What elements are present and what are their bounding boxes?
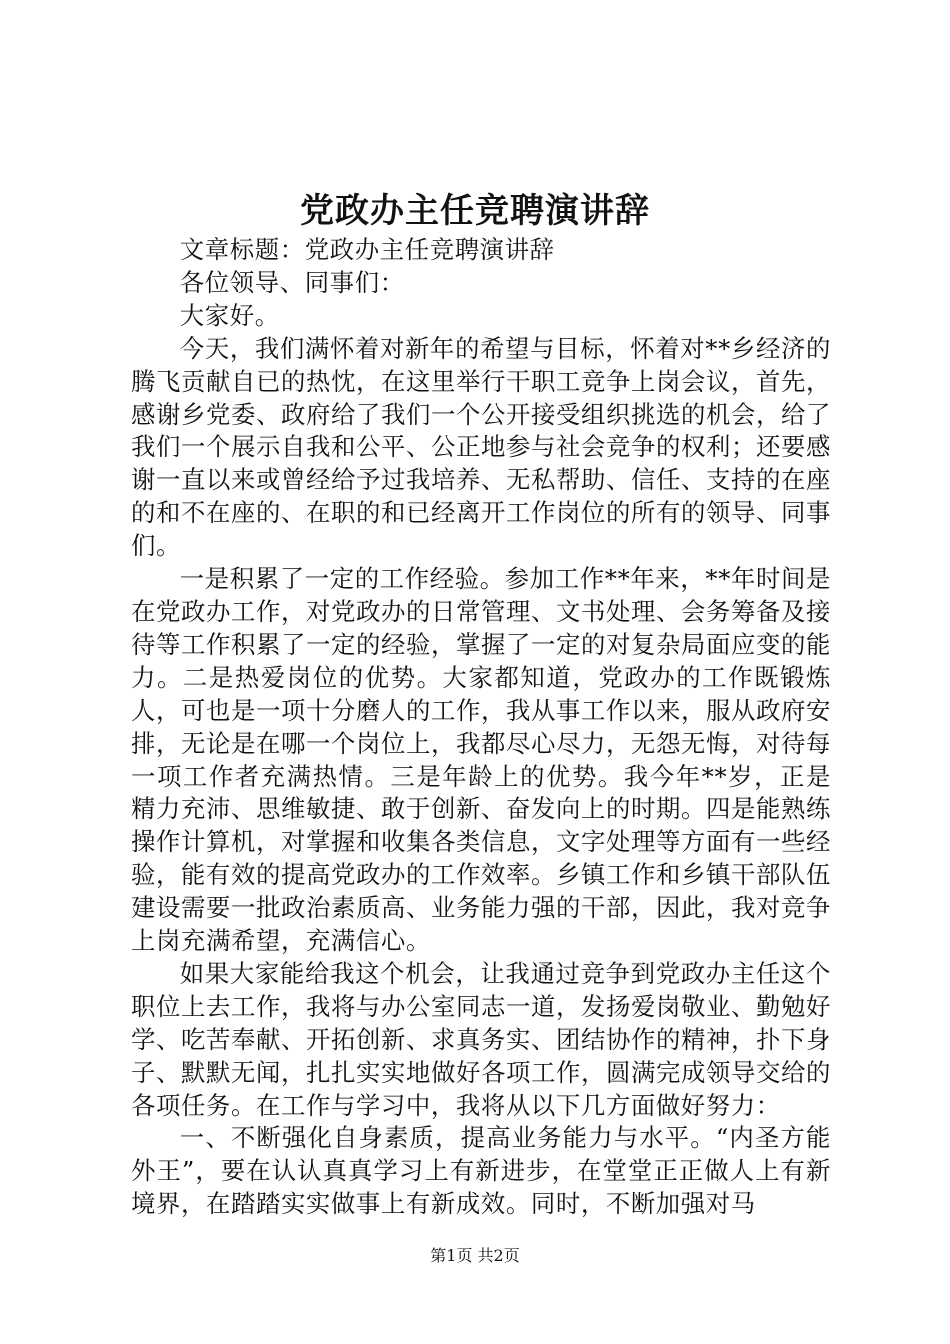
salutation: 各位领导、同事们： xyxy=(179,267,405,297)
paragraph-strengths: 一是积累了一定的工作经验。参加工作**年来，**年时间是在党政办工作，对党政办的日常管理、文书处理、会务筹备及接待等工作积累了一定的经验，掌握了一定的对复杂局面应变的能力。二是热爱岗位的优势。大家都知道，党政办的工作既锻炼人，可也是一项十分磨人的工作，我从事工作以来，服从政府安排，无论是在哪一个岗位上，我都尽心尽力，无怨无悔，对待每一项工作者充满热情。三是年龄上的优势。我今年**岁，正是精力充沛、思维敏捷、敢于创新、奋发向上的时期。四是能熟练操作计算机，对掌握和收集各类信息，文字处理等方面有一些经验，能有效的提高党政办的工作效率。乡镇工作和乡镇干部队伍建设需要一批政治素质高、业务能力强的干部，因此，我对竞争上岗充满希望，充满信心。 xyxy=(131,564,831,956)
document-title: 党政办主任竞聘演讲辞 xyxy=(300,191,650,231)
page-footer: 第1页 共2页 xyxy=(430,1246,520,1265)
paragraph-point-one: 一、不断强化自身素质，提高业务能力与水平。“内圣方能外王”，要在认认真真学习上有新进步，在堂堂正正做人上有新境界，在踏踏实实做事上有新成效。同时，不断加强对马 xyxy=(131,1123,831,1219)
paragraph-intro: 今天，我们满怀着对新年的希望与目标，怀着对**乡经济的腾飞贡献自已的热忱，在这里举行干职工竞争上岗会议，首先，感谢乡党委、政府给了我们一个公开接受组织挑选的机会，给了我们一个展示自我和公平、公正地参与社会竞争的权利；还要感谢一直以来或曾经给予过我培养、无私帮助、信任、支持的在座的和不在座的、在职的和已经离开工作岗位的所有的领导、同事们。 xyxy=(131,333,831,561)
greeting: 大家好。 xyxy=(179,300,280,330)
document-body xyxy=(131,234,831,1221)
paragraph-commitment: 如果大家能给我这个机会，让我通过竞争到党政办主任这个职位上去工作，我将与办公室同志一道，发扬爱岗敬业、勤勉好学、吃苦奉献、开拓创新、求真务实、团结协作的精神，扑下身子、默默无闻，扎扎实实地做好各项工作，圆满完成领导交给的各项任务。在工作与学习中，我将从以下几方面做好努力： xyxy=(131,958,831,1120)
article-title-line: 文章标题：党政办主任竞聘演讲辞 xyxy=(179,235,555,264)
